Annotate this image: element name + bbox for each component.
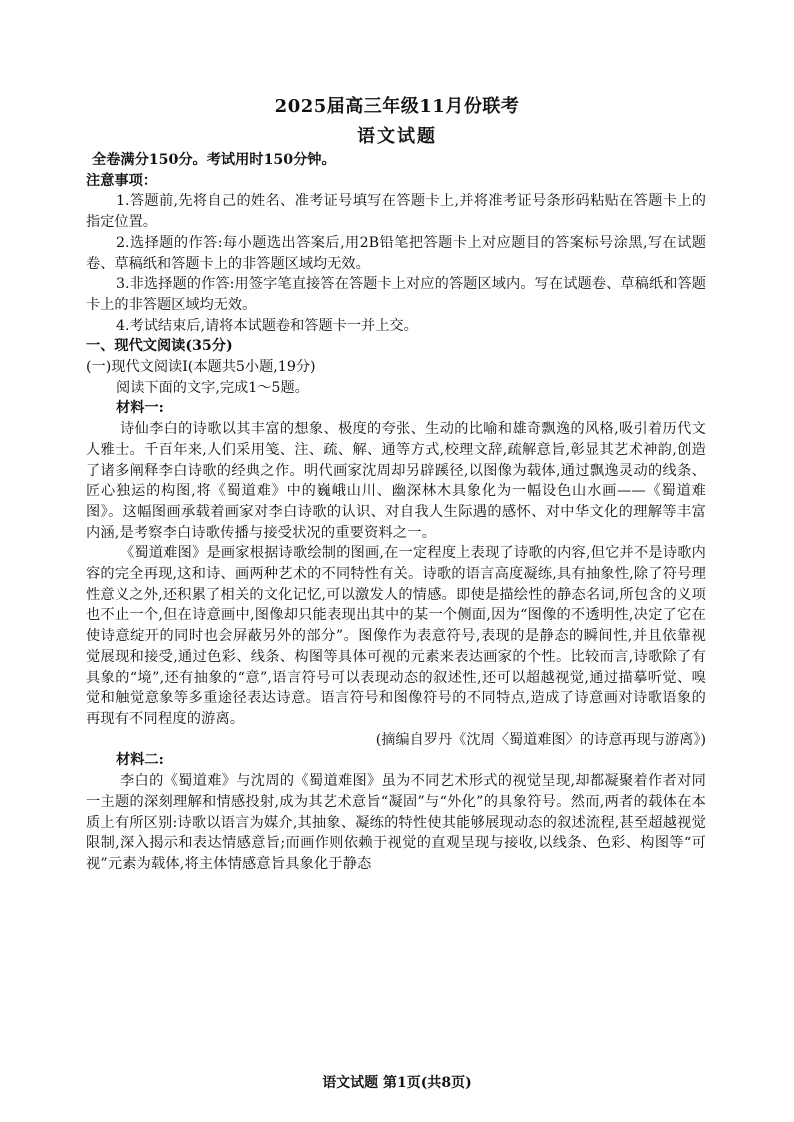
notice-item-4: 4.考试结束后,请将本试题卷和答题卡一并上交。 — [116, 317, 418, 334]
material2-label: 材料二: — [116, 752, 164, 769]
material2-paragraph: 李白的《蜀道难》与沈周的《蜀道难图》虽为不同艺术形式的视觉呈现,却都凝聚着作者对同一主题的深刻理解和情感投射,成为其艺术意旨“凝固”与“外化”的具象符号。然而,两者的载体在本质上有所区别:诗歌以语言为媒介,其抽象、凝练的特性使其能够展现动态的叙述流程,甚至超越视觉限制,深入揭示和表达情感意旨;而画作则依赖于视觉的直观呈现与接收,以线条、色彩、构图等“可视”元素为载体,将主体情感意旨具象化于静态 — [86, 773, 706, 872]
exam-body — [86, 150, 706, 875]
material1-label: 材料一: — [116, 400, 164, 417]
section-heading: 一、现代文阅读(35分) — [86, 338, 233, 355]
page-footer: 语文试题 第1页(共8页) — [322, 1075, 472, 1091]
notice-item-3: 3.非选择题的作答:用签字笔直接答在答题卡上对应的答题区域内。写在试题卷、草稿纸和答题卡上的非答题区域均无效。 — [86, 276, 706, 313]
notice-item-1: 1.答题前,先将自己的姓名、准考证号填写在答题卡上,并将准考证号条形码粘贴在答题卡上的指定位置。 — [86, 193, 706, 231]
notice-item-2: 2.选择题的作答:每小题选出答案后,用2B铅笔把答题卡上对应题目的答案标号涂黑,写在试题卷、草稿纸和答题卡上的非答题区域均无效。 — [86, 234, 706, 272]
sub-section-heading: (一)现代文阅读Ⅰ(本题共5小题,19分) — [86, 359, 316, 376]
exam-subject: 语文试题 — [357, 126, 437, 147]
notice-heading: 注意事项： — [86, 172, 157, 189]
reading-instruction: 阅读下面的文字,完成1～5题。 — [116, 379, 309, 396]
material1-paragraph-2: 《蜀道难图》是画家根据诗歌绘制的图画,在一定程度上表现了诗歌的内容,但它并不是诗歌内容的完全再现,这和诗、画两种艺术的不同特性有关。诗歌的语言高度凝练,具有抽象性,除了符号理性意义之外,还积累了相关的文化记忆,可以激发人的情感。即使是描绘性的静态名词,所包含的义项也不止一个,但在诗意画中,图像却只能表现出其中的某一个侧面,因为“图像的不透明性,决定了它在使诗意绽开的同时也会屏蔽另外的部分”。图像作为表意符号,表现的是静态的瞬间性,并且依靠视觉展现和接受,通过色彩、线条、构图等具体可视的元素来表达画家的个性。比较而言,诗歌除了有具象的“境”,还有抽象的“意”,语言符号可以表现动态的叙述性,还可以超越视觉,通过描摹听觉、嗅觉和触觉意象等多重途径表达诗意。语言符号和图像符号的不同特点,造成了诗意画对诗歌语象的再现有不同程度的游离。 — [86, 545, 706, 727]
exam-title: 2025届高三年级11月份联考 — [274, 96, 520, 117]
material1-paragraph-1: 诗仙李白的诗歌以其丰富的想象、极度的夸张、生动的比喻和雄奇飘逸的风格,吸引着历代文人雅士。千百年来,人们采用笺、注、疏、解、通等方式,校理文辞,疏解意旨,彰显其艺术神韵,创造了诸多阐释李白诗歌的经典之作。明代画家沈周却另辟蹊径,以图像为载体,通过飘逸灵动的线条、匠心独运的构图,将《蜀道难》中的巍峨山川、幽深林木具象化为一幅设色山水画——《蜀道难图》。这幅图画承载着画家对李白诗歌的认识、对自我人生际遇的感怀、对中华文化的理解等丰富内涵,是考察李白诗歌传播与接受状况的重要资料之一。 — [86, 421, 706, 541]
score-line: 全卷满分150分。考试用时150分钟。 — [92, 152, 336, 168]
material1-source: (摘编自罗丹《沈周〈蜀道难图〉的诗意再现与游离》) — [375, 731, 706, 748]
